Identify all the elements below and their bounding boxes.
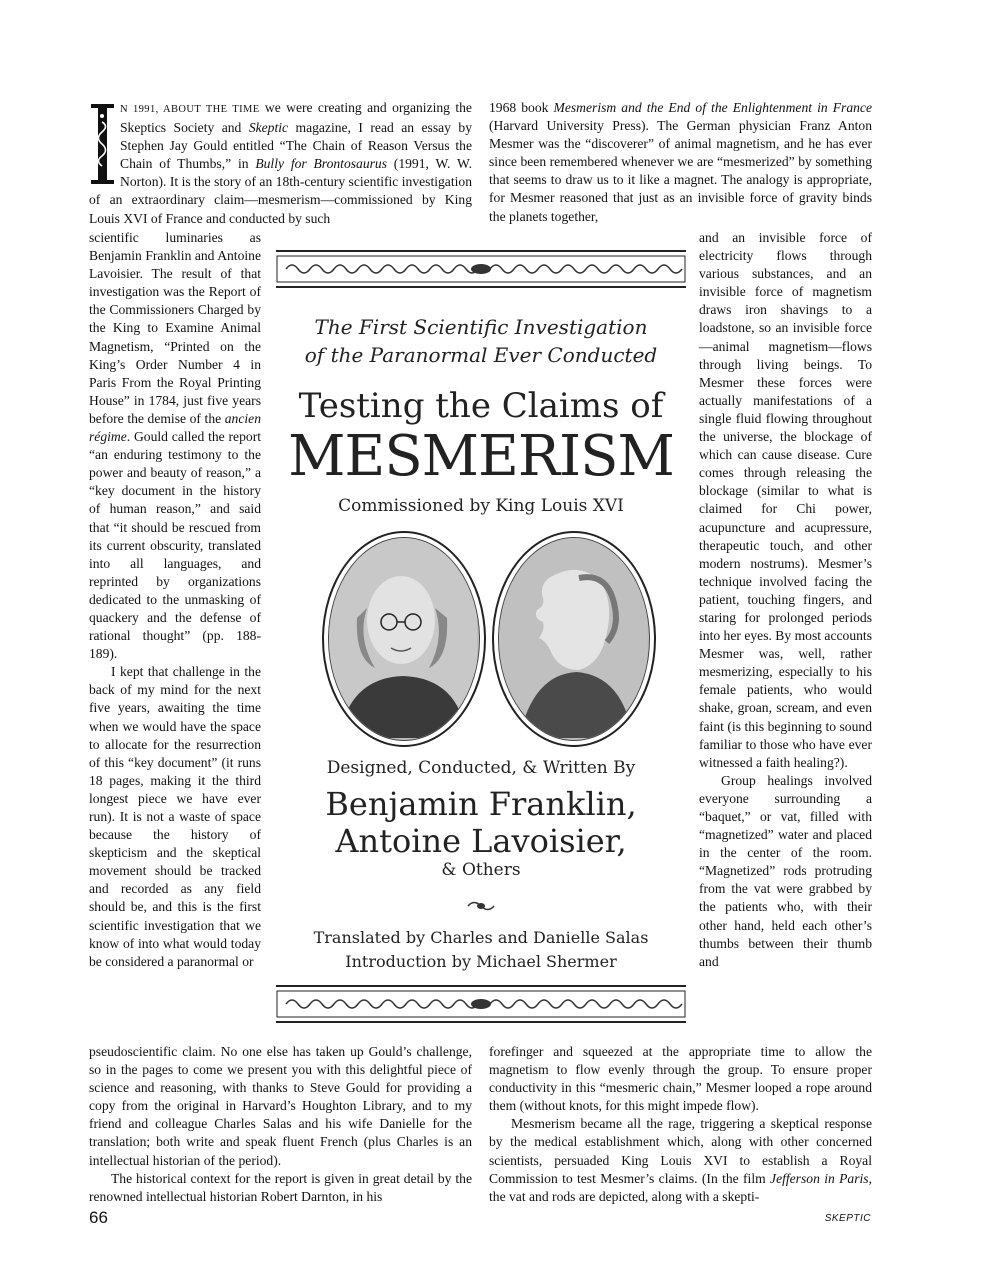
feature-title-mesmerism: MESMERISM: [288, 424, 674, 489]
column-2-top-text: 1968 book Mesmerism and the End of the Enlightenment in France (Harvard University Press). The German physician Franz Anton Mesmer was the “discoverer” of animal magnetism, and he has ever since been remembered whenever we are “mesmerized” by something that seems to draw us to it like a magnet. The analogy is appropriate, for Mesmer reasoned that just as an invisible force of gravity binds the planets together,: [489, 100, 872, 224]
column-1-bottom-text: pseudoscientific claim. No one else has taken up Gould’s challenge, so in the pages to come we present you with this delightful piece of science and reasoning, with thanks to Steve Gould for providing a copy from the original in Harvard’s Houghton Library, and to my friend and colleague Charles Salas and his wife Danielle for the translation; both write and speak fluent French (plus Charles is an intellectual historian of the period). The historical context for the report is given in great detail by the renowned intellectual historian Robert Darnton, in his: [89, 1044, 472, 1204]
feature-subtitle-line-2: of the Paranormal Ever Conducted: [304, 343, 658, 367]
page-number: 66: [89, 1208, 108, 1227]
portrait-franklin: [322, 531, 486, 747]
column-1-narrow-text: scientific luminaries as Benjamin Franklin and Antoine Lavoisier. The result of that investigation was the Report of the Commissioners Charged by the King to Examine Animal Magnetism, “Printed on the King’s Order Number 4 in Paris From the Royal Printing House” in 1784, just five years before the demise of the ancien régime. Gould called the report “an enduring testimony to the power and beauty of reason,” a “key document in the history of human reason,” and said that “it should be rescued from its current obscurity, translated into all languages, and reprinted by organizations dedicated to the unmasking of quackery and the defense of rational thought” (pp. 188-189). I kept that challenge in the back of my mind for the next five years, awaiting the time when we would have the space to allocate for the resurrection of this “key document” (it runs 18 pages, making it the third longest piece we have ever run). It is not a waste of space because the history of skepticism and the skeptical movement should be tracked and recorded as any field should be, and this is the first scientific investigation that we know of into what would today be considered a paranormal or: [89, 230, 261, 969]
column-1-lead-paragraph: N 1991, ABOUT THE TIME we were creating and organizing the Skeptics Society and Skeptic magazine, I read an essay by Stephen Jay Gould entitled “The Chain of Reason Versus the Chain of Thumbs,” in Bully for Brontosaurus (1991, W. W. Norton). It is the story of an 18th-century scientific investigation of an extraordinary claim—mesmerism—commissioned by King Louis XVI of France and conducted by such: [89, 100, 472, 226]
ornamental-border-top: [276, 250, 686, 288]
column-2-bottom-text: forefinger and squeezed at the appropriate time to allow the magnetism to flow evenly through the group. To ensure proper conductivity in this “mesmeric chain,” Mesmer looped a rope around them (without knots, for this might impede flow). Mesmerism became all the rage, triggering a skeptical response by the medical establishment which, along with other concerned scientists, persuaded King Louis XVI to establish a Royal Commission to test Mesmer’s claims. (In the film Jefferson in Paris, the vat and rods are depicted, along with a skepti-: [489, 1044, 872, 1204]
feature-author-lavoisier: Antoine Lavoisier,: [335, 822, 627, 860]
feature-introduction-by: Introduction by Michael Shermer: [345, 952, 617, 971]
feature-commissioned: Commissioned by King Louis XVI: [338, 496, 624, 516]
feature-others: & Others: [441, 860, 521, 880]
ornamental-border-bottom: [276, 985, 686, 1023]
feature-author-franklin: Benjamin Franklin,: [325, 785, 637, 823]
ornament-icon: [466, 899, 496, 913]
feature-subtitle-line-1: The First Scientific Investigation: [314, 315, 648, 339]
portrait-lavoisier: [492, 531, 656, 747]
feature-designed-by: Designed, Conducted, & Written By: [326, 758, 636, 778]
magazine-name: SKEPTIC: [824, 1213, 871, 1224]
column-2-narrow-text: and an invisible force of electricity flows through various substances, and an invisible force of magnetism draws iron shavings to a loadstone, so an invisible force—animal magnetism—flows through living beings. To Mesmer these forces were actually manifestations of a single fluid flowing throughout the universe, the blockage of which can cause disease. Cure comes through releasing the blockage (similar to what is claimed for Chi power, acupuncture and acupressure, therapeutic touch, and other modern nostrums). Mesmer’s technique involved facing the patient, touching fingers, and staring for prolonged periods into her eyes. By most accounts Mesmer was, well, rather mesmerizing, especially to his female patients, who would shake, groan, scream, and even faint (is this beginning to sound familiar to those who have ever witnessed a faith healing?). Group healings involved everyone surrounding a “baquet,” or vat, filled with “magnetized” water and placed in the center of the room. “Magnetized” rods protruding from the vat were grabbed by the patients who, with their other hand, held each other’s thumbs between their thumb and: [699, 230, 872, 969]
feature-title-line-1: Testing the Claims of: [298, 386, 664, 426]
feature-translated-by: Translated by Charles and Danielle Salas: [313, 928, 649, 947]
